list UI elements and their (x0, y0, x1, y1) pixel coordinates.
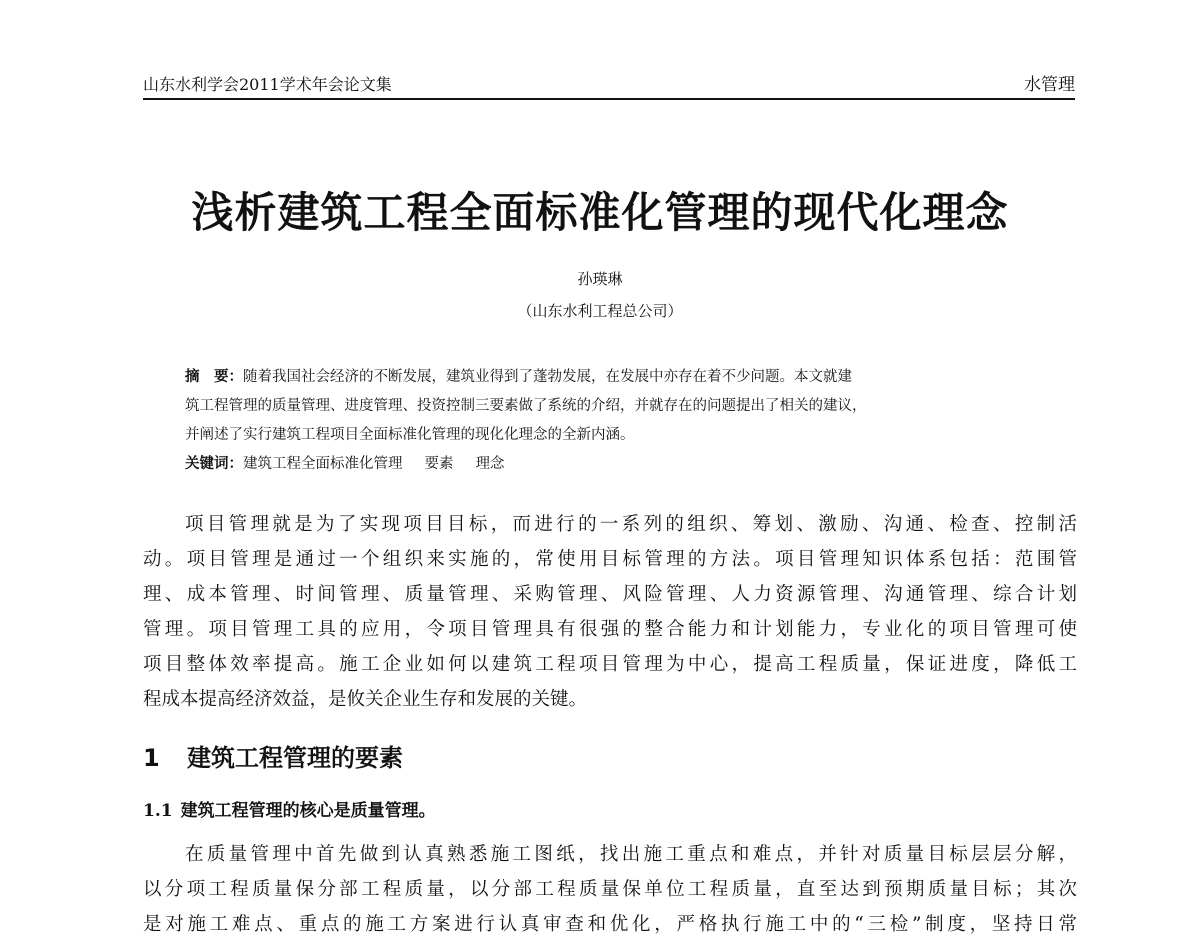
section-number: 1 (143, 744, 160, 772)
keywords-label: 关键词： (185, 455, 243, 472)
abstract-text: 随着我国社会经济的不断发展，建筑业得到了蓬勃发展，在发展中亦存在着不少问题。本文就建 (243, 369, 852, 385)
subsection-number: 1.1 (143, 801, 173, 821)
section-category: 水管理 (1024, 75, 1075, 95)
section-title: 建筑工程管理的要素 (187, 744, 403, 772)
paragraph-line: 在质量管理中首先做到认真熟悉施工图纸，找出施工重点和难点，并针对质量目标层层分解， (185, 844, 1077, 865)
paragraph-line: 动。项目管理是通过一个组织来实施的，常使用目标管理的方法。项目管理知识体系包括：范围管 (143, 549, 1077, 570)
paragraph-line: 以分项工程质量保分部工程质量，以分部工程质量保单位工程质量，直至达到预期质量目标；其次 (143, 879, 1077, 900)
paper-title: 浅析建筑工程全面标准化管理的现代化理念 (191, 188, 1009, 237)
section-1-1-paragraph (143, 837, 1077, 942)
keywords (185, 452, 1045, 476)
author-affiliation: （山东水利工程总公司） (517, 302, 683, 320)
header-rule (143, 98, 1075, 100)
running-header (143, 74, 1075, 96)
section-heading (143, 740, 403, 776)
abstract-line: 并阐述了实行建筑工程项目全面标准化管理的现化化理念的全新内涵。 (185, 427, 635, 443)
paragraph-line: 理、成本管理、时间管理、质量管理、采购管理、风险管理、人力资源管理、沟通管理、综合计划 (143, 584, 1077, 605)
author-name: 孙瑛琳 (577, 270, 623, 288)
paragraph-line: 程成本提高经济效益，是攸关企业生存和发展的关键。 (143, 689, 588, 710)
paragraph-line: 项目管理就是为了实现项目目标，而进行的一系列的组织、筹划、激励、沟通、检查、控制活 (185, 514, 1077, 535)
abstract-line (185, 362, 1045, 392)
abstract-line: 筑工程管理的质量管理、进度管理、投资控制三要素做了系统的介绍，并就存在的问题提出了相关的建议， (185, 398, 867, 414)
abstract (185, 362, 1045, 450)
keyword: 建筑工程全面标准化管理 (243, 456, 403, 472)
abstract-label: 摘 要： (185, 368, 243, 385)
keyword: 要素 (424, 456, 454, 472)
subsection-title: 建筑工程管理的核心是质量管理。 (180, 801, 436, 821)
intro-paragraph (143, 507, 1077, 717)
journal-name: 山东水利学会2011学术年会论文集 (143, 75, 392, 94)
keyword: 理念 (475, 456, 505, 472)
subsection-heading (143, 797, 436, 825)
paragraph-line: 项目整体效率提高。施工企业如何以建筑工程项目管理为中心，提高工程质量，保证进度，降低工 (143, 654, 1077, 675)
paragraph-line: 管理。项目管理工具的应用，令项目管理具有很强的整合能力和计划能力，专业化的项目管理可使 (143, 619, 1077, 640)
paragraph-line: 是对施工难点、重点的施工方案进行认真审查和优化，严格执行施工中的“三检”制度，坚持日常 (143, 914, 1077, 935)
